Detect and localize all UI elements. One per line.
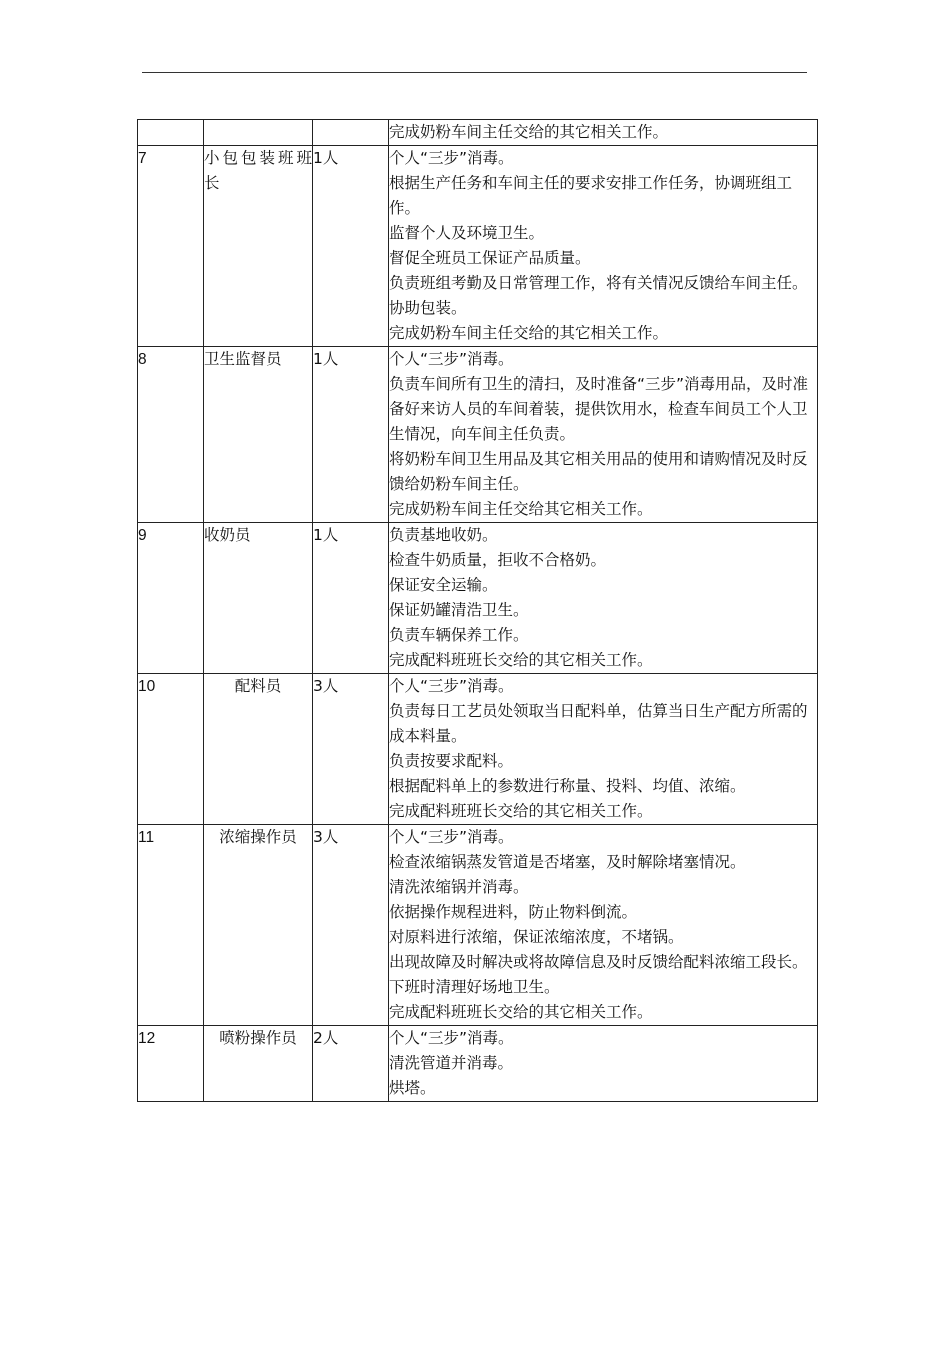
duties-cell bbox=[389, 674, 818, 825]
duty-line: 根据配料单上的参数进行称量、投料、均值、浓缩。 bbox=[389, 777, 746, 795]
duty-line: 清洗管道并消毒。 bbox=[389, 1054, 514, 1072]
number-cell: 11 bbox=[138, 825, 204, 1026]
position-title: 小包包装班班长 bbox=[204, 149, 312, 192]
number-cell: 10 bbox=[138, 674, 204, 825]
duty-line: 负责车辆保养工作。 bbox=[389, 626, 529, 644]
duty-line: 监督个人及环境卫生。 bbox=[389, 224, 545, 242]
position-cell bbox=[204, 1026, 313, 1102]
position-cell bbox=[204, 347, 313, 523]
position-cell bbox=[204, 146, 313, 347]
count-cell: 3人 bbox=[313, 674, 389, 825]
count-cell: 1人 bbox=[313, 523, 389, 674]
duty-line: 督促全班员工保证产品质量。 bbox=[389, 249, 591, 267]
count-cell bbox=[313, 120, 389, 146]
number-cell: 9 bbox=[138, 523, 204, 674]
duties-cell bbox=[389, 146, 818, 347]
count-cell: 3人 bbox=[313, 825, 389, 1026]
duty-line: 对原料进行浓缩，保证浓缩浓度，不堵锅。 bbox=[389, 928, 684, 946]
duty-line: 个人“三步”消毒。 bbox=[389, 149, 514, 167]
number-cell: 7 bbox=[138, 146, 204, 347]
duty-line: 根据生产任务和车间主任的要求安排工作任务，协调班组工作。 bbox=[389, 174, 793, 217]
count-cell: 1人 bbox=[313, 146, 389, 347]
duty-line: 负责按要求配料。 bbox=[389, 752, 514, 770]
position-title: 卫生监督员 bbox=[204, 350, 282, 368]
header-rule bbox=[142, 72, 807, 73]
table-row bbox=[138, 523, 818, 674]
position-title: 喷粉操作员 bbox=[219, 1029, 297, 1047]
table-row bbox=[138, 1026, 818, 1102]
duty-line: 负责每日工艺员处领取当日配料单，估算当日生产配方所需的成本料量。 bbox=[389, 702, 808, 745]
duty-line: 完成奶粉车间主任交给的其它相关工作。 bbox=[389, 324, 669, 342]
position-cell bbox=[204, 825, 313, 1026]
table-row bbox=[138, 347, 818, 523]
position-title: 配料员 bbox=[234, 677, 282, 695]
duties-cell bbox=[389, 523, 818, 674]
duty-line: 完成配料班班长交给的其它相关工作。 bbox=[389, 802, 653, 820]
duty-line: 完成配料班班长交给的其它相关工作。 bbox=[389, 1003, 653, 1021]
number-cell: 8 bbox=[138, 347, 204, 523]
duty-line: 检查浓缩锅蒸发管道是否堵塞，及时解除堵塞情况。 bbox=[389, 853, 746, 871]
duty-line: 完成配料班班长交给的其它相关工作。 bbox=[389, 651, 653, 669]
position-cell bbox=[204, 120, 313, 146]
duty-line: 将奶粉车间卫生用品及其它相关用品的使用和请购情况及时反馈给奶粉车间主任。 bbox=[389, 450, 808, 493]
duties-cell bbox=[389, 825, 818, 1026]
duty-line: 个人“三步”消毒。 bbox=[389, 1029, 514, 1047]
duty-line: 检查牛奶质量，拒收不合格奶。 bbox=[389, 551, 607, 569]
position-cell bbox=[204, 523, 313, 674]
duty-line: 个人“三步”消毒。 bbox=[389, 350, 514, 368]
duty-line: 保证奶罐清浩卫生。 bbox=[389, 601, 529, 619]
duty-line: 负责车间所有卫生的清扫，及时准备“三步”消毒用品，及时准备好来访人员的车间着装，提供饮用水，检查车间员工个人卫生情况，向车间主任负责。 bbox=[389, 375, 809, 443]
duty-line: 下班时清理好场地卫生。 bbox=[389, 978, 560, 996]
duty-line: 烘塔。 bbox=[389, 1079, 436, 1097]
table-row bbox=[138, 674, 818, 825]
job-duties-table bbox=[137, 119, 818, 1102]
count-cell: 1人 bbox=[313, 347, 389, 523]
duty-line: 负责基地收奶。 bbox=[389, 526, 498, 544]
duties-cell bbox=[389, 347, 818, 523]
duty-line: 完成奶粉车间主任交给的其它相关工作。 bbox=[389, 123, 669, 141]
duty-line: 清洗浓缩锅并消毒。 bbox=[389, 878, 529, 896]
position-title: 浓缩操作员 bbox=[219, 828, 297, 846]
table-row-continued bbox=[138, 120, 818, 146]
number-cell: 12 bbox=[138, 1026, 204, 1102]
duty-line: 协助包装。 bbox=[389, 299, 467, 317]
number-cell bbox=[138, 120, 204, 146]
duty-line: 保证安全运输。 bbox=[389, 576, 498, 594]
duties-cell bbox=[389, 1026, 818, 1102]
position-title: 收奶员 bbox=[204, 526, 251, 544]
duty-line: 完成奶粉车间主任交给其它相关工作。 bbox=[389, 500, 653, 518]
duty-line: 个人“三步”消毒。 bbox=[389, 677, 514, 695]
count-cell: 2人 bbox=[313, 1026, 389, 1102]
duty-line: 依据操作规程进料，防止物料倒流。 bbox=[389, 903, 638, 921]
duty-line: 个人“三步”消毒。 bbox=[389, 828, 514, 846]
position-cell bbox=[204, 674, 313, 825]
table-row bbox=[138, 825, 818, 1026]
table-row bbox=[138, 146, 818, 347]
duty-line: 负责班组考勤及日常管理工作，将有关情况反馈给车间主任。 bbox=[389, 274, 808, 292]
duty-line: 出现故障及时解决或将故障信息及时反馈给配料浓缩工段长。 bbox=[389, 953, 808, 971]
duties-cell bbox=[389, 120, 818, 146]
